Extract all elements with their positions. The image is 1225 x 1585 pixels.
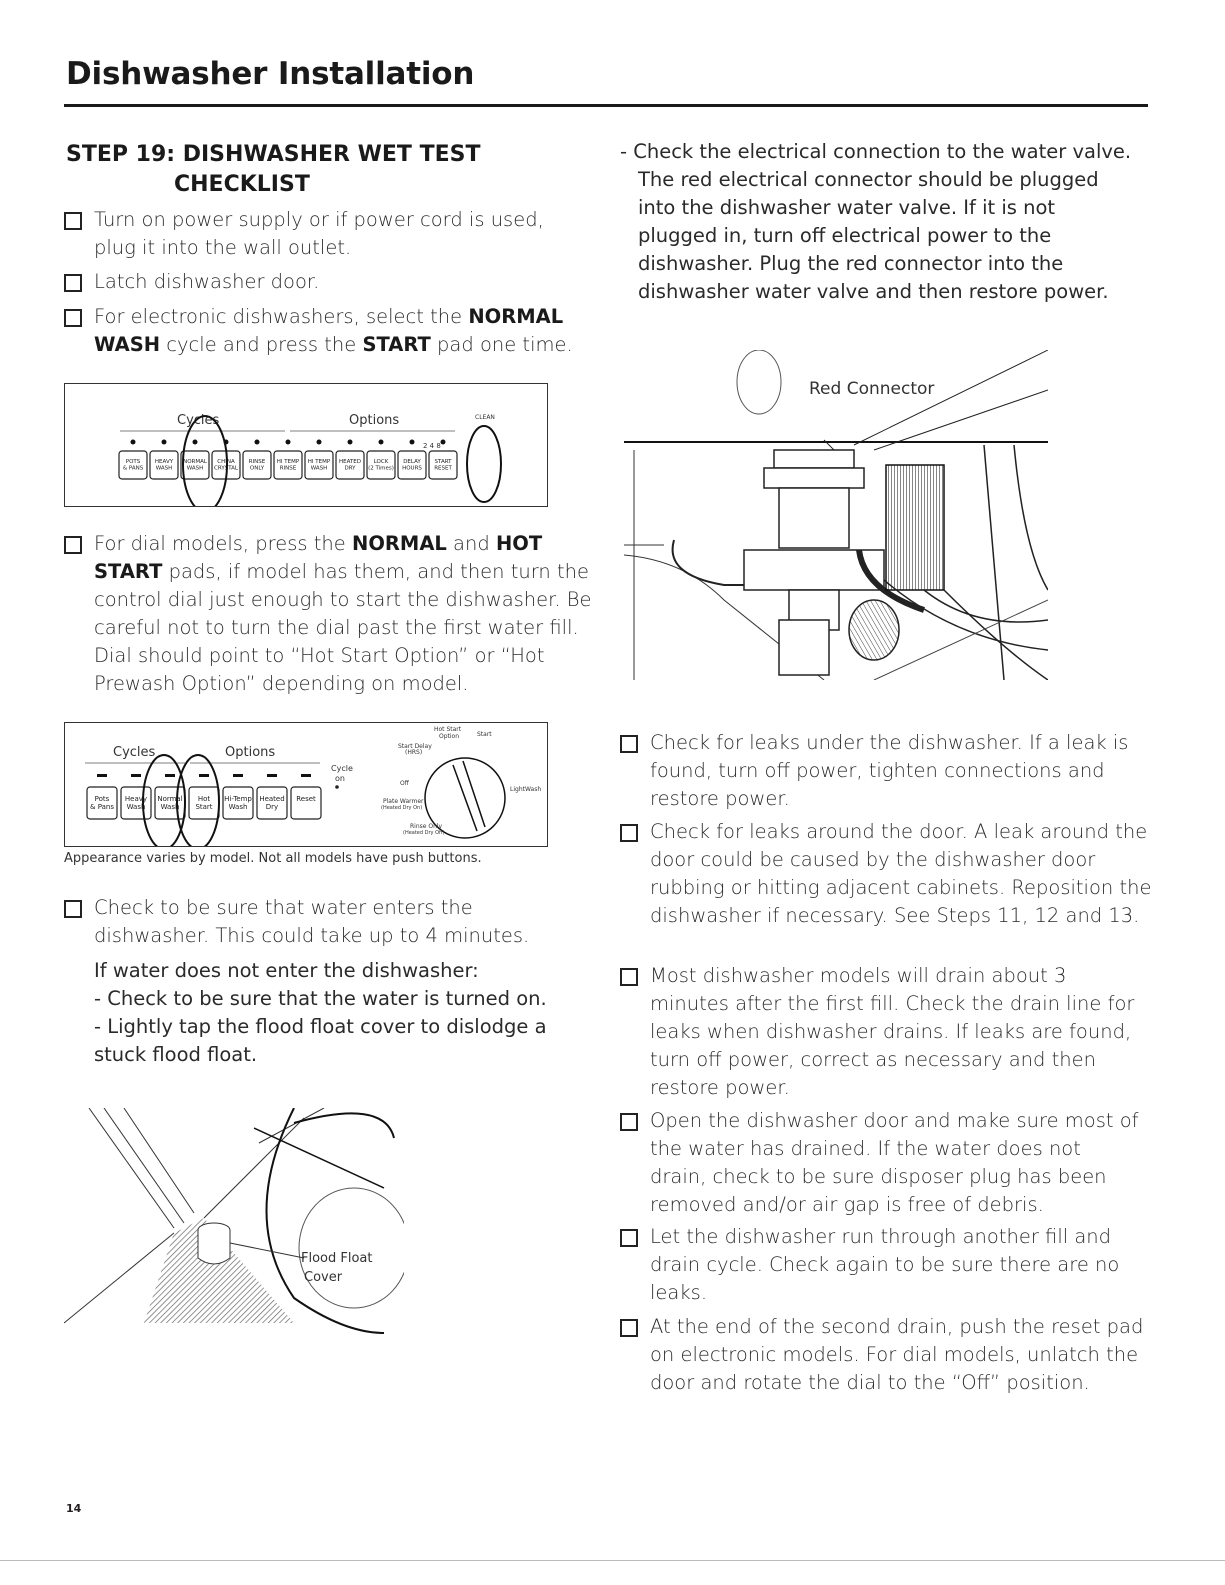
panel2-options-label: Options <box>225 745 276 760</box>
button-label: LOCK <box>373 459 389 465</box>
panel-button[interactable] <box>257 774 287 819</box>
button-label: Hot <box>197 795 211 803</box>
checklist-item-latch: Latch dishwasher door. <box>64 268 574 296</box>
button-label: Dry <box>265 803 279 811</box>
checkbox[interactable] <box>620 1229 638 1247</box>
svg-text:(HRS): (HRS) <box>405 749 423 756</box>
button-label: WASH <box>310 465 328 472</box>
button-label: HEATED <box>338 459 362 465</box>
button-label: Start <box>195 803 213 811</box>
panel-options-label: Options <box>349 413 400 428</box>
step-heading <box>66 140 586 200</box>
indicator-light <box>348 440 353 445</box>
panel-button[interactable] <box>223 774 253 819</box>
checkbox[interactable] <box>64 274 82 292</box>
indicator-light <box>441 440 446 445</box>
panel-button[interactable] <box>243 440 271 480</box>
svg-text:Off: Off <box>400 780 409 787</box>
checkbox[interactable] <box>64 900 82 918</box>
svg-text:Rinse Only: Rinse Only <box>410 823 443 830</box>
indicator-light <box>301 774 311 777</box>
button-label: WASH <box>155 465 173 472</box>
step-heading-line2: CHECKLIST <box>174 172 310 197</box>
title-rule <box>64 104 1148 107</box>
button-label: HEAVY <box>154 459 174 465</box>
dash-check-water-on: - Check to be sure that the water is turned on. <box>94 987 547 1010</box>
button-label: Wash <box>126 803 146 811</box>
button-label: ONLY <box>249 465 265 472</box>
button-label: NORMAL <box>183 459 207 465</box>
svg-text:Option: Option <box>439 733 460 740</box>
panel2-cycles-label: Cycles <box>113 745 156 760</box>
if-water-not-enter: If water does not enter the dishwasher: <box>94 959 479 982</box>
panel-button[interactable] <box>150 440 178 480</box>
start-highlight <box>467 426 501 502</box>
checkbox[interactable] <box>620 735 638 753</box>
panel2-cycle-label: Cycle <box>331 764 353 773</box>
checkbox[interactable] <box>64 309 82 327</box>
dial-control-panel <box>64 722 548 847</box>
indicator-light <box>233 774 243 777</box>
button-label: RINSE <box>279 465 297 472</box>
button-label: START <box>434 459 452 465</box>
panel-button[interactable] <box>87 774 117 819</box>
panel-button[interactable] <box>189 774 219 819</box>
step-heading-line1: STEP 19: DISHWASHER WET TEST <box>66 142 481 167</box>
button-label: HI TEMP <box>307 459 331 465</box>
checkbox[interactable] <box>64 212 82 230</box>
button-label: Heavy <box>124 795 148 803</box>
checklist-item-another-cycle: Let the dishwasher run through another fill and drain cycle. Check again to be sure there are no leaks. <box>620 1223 1140 1307</box>
flood-cover-label: Cover <box>304 1270 343 1285</box>
checklist-item-open-door: Open the dishwasher door and make sure most of the water has drained. If the water does not drain, check to be sure disposer plug has been removed and/or air gap is free of debris. <box>620 1107 1140 1219</box>
control-dial <box>381 726 541 838</box>
panel-button[interactable] <box>274 440 302 480</box>
indicator-light <box>410 440 415 445</box>
indicator-light <box>317 440 322 445</box>
svg-text:Plate Warmer: Plate Warmer <box>383 798 424 805</box>
checklist-item-drain: Most dishwasher models will drain about 3 minutes after the first fill. Check the drain line for leaks when dishwasher drains. If leaks are found, turn off power, correct as necessary and then restore power. <box>620 962 1140 1102</box>
checkbox[interactable] <box>620 1113 638 1131</box>
appearance-caption: Appearance varies by model. Not all models have push buttons. <box>64 851 482 866</box>
button-label: CHINA <box>217 459 235 465</box>
panel-button[interactable] <box>305 440 333 480</box>
page-title: Dishwasher Installation <box>66 56 475 92</box>
panel-clean-label: CLEAN <box>475 414 495 421</box>
button-label: Normal <box>157 795 183 803</box>
page-number: 14 <box>66 1502 82 1515</box>
button-label: Hi-Temp <box>224 795 252 803</box>
checklist-item-electronic: For electronic dishwashers, select the NORMAL WASH cycle and press the START pad one time. <box>64 303 574 359</box>
indicator-light <box>131 774 141 777</box>
button-label: (2 Times) <box>368 465 394 472</box>
panel-button[interactable] <box>155 774 185 819</box>
indicator-light <box>97 774 107 777</box>
button-label: Wash <box>228 803 248 811</box>
panel-button[interactable] <box>398 440 426 480</box>
checkbox[interactable] <box>64 536 82 554</box>
panel-delay-digits: 2 4 8 <box>423 442 441 450</box>
indicator-light <box>199 774 209 777</box>
dial-panel-drawing <box>65 723 547 846</box>
button-label: POTS <box>125 459 141 465</box>
button-label: HI TEMP <box>276 459 300 465</box>
panel2-on-label: on <box>335 774 345 783</box>
checklist-item-leaks-door: Check for leaks around the door. A leak around the door could be caused by the dishwasher door rubbing or hitting adjacent cabinets. Reposition the dishwasher if necessary. See Steps 11, 12 and 13. <box>620 818 1155 930</box>
panel-button[interactable] <box>121 774 151 819</box>
check-electrical-connection: - Check the electrical connection to the water valve. The red electrical connector should be plugged into the dishwasher water valve. If it is not plugged in, turn off electrical power to the dishwasher. Plug the red connector into the dishwasher water valve and then restore power. <box>620 140 1132 303</box>
button-label: Pots <box>94 795 110 803</box>
indicator-light <box>379 440 384 445</box>
button-label: Wash <box>160 803 180 811</box>
bottom-rule <box>0 1560 1225 1561</box>
svg-text:Start Delay: Start Delay <box>398 743 432 750</box>
svg-text:LightWash: LightWash <box>510 786 542 793</box>
indicator-light <box>255 440 260 445</box>
button-label: HOURS <box>402 465 422 472</box>
panel-button[interactable] <box>119 440 147 480</box>
indicator-light <box>267 774 277 777</box>
svg-text:Hot Start: Hot Start <box>434 726 462 733</box>
svg-text:Start: Start <box>477 731 492 738</box>
red-connector-illustration <box>624 350 1048 680</box>
red-connector-label: Red Connector <box>809 379 935 399</box>
indicator-light <box>193 440 198 445</box>
panel-button[interactable] <box>367 440 395 480</box>
checkbox[interactable] <box>620 824 638 842</box>
indicator-light <box>131 440 136 445</box>
electronic-button-row <box>119 440 457 480</box>
button-label: DELAY <box>403 459 421 465</box>
button-label: Heated <box>259 795 285 803</box>
indicator-light <box>165 774 175 777</box>
checkbox[interactable] <box>620 968 638 986</box>
checklist-item-reset: At the end of the second drain, push the reset pad on electronic models. For dial models, unlatch the door and rotate the dial to the “Off” position. <box>620 1313 1155 1397</box>
checklist-item-leaks-under: Check for leaks under the dishwasher. If a leak is found, turn off power, tighten connections and restore power. <box>620 729 1150 813</box>
checkbox[interactable] <box>620 1319 638 1337</box>
button-label: & Pans <box>90 803 114 811</box>
flood-float-illustration <box>64 1108 404 1338</box>
panel-button[interactable] <box>336 440 364 480</box>
checklist-item-dial: For dial models, press the NORMAL and HOT START pads, if model has them, and then turn the control dial just enough to start the dishwasher. Be careful not to turn the dial past the first water fill. Dial should point to “Hot Start Option” or “Hot Prewash Option” depending on model. <box>64 530 604 698</box>
button-label: DRY <box>344 465 356 472</box>
dash-tap-flood-float: - Lightly tap the flood float cover to dislodge a stuck flood float. <box>94 1015 547 1066</box>
electronic-control-panel <box>64 383 548 507</box>
button-label: Reset <box>296 795 316 803</box>
flood-float-label: Flood Float <box>301 1251 373 1266</box>
dial-button-row <box>87 774 321 819</box>
checklist-item-power: Turn on power supply or if power cord is used, plug it into the wall outlet. <box>64 206 574 262</box>
electronic-panel-drawing <box>65 384 547 506</box>
svg-text:(Heated Dry On): (Heated Dry On) <box>381 805 423 811</box>
button-label: WASH <box>186 465 204 472</box>
button-label: CRYSTAL <box>214 465 238 472</box>
panel-button[interactable] <box>291 774 321 819</box>
checklist-item-water-enters: Check to be sure that water enters the dishwasher. This could take up to 4 minutes. <box>64 894 574 950</box>
button-label: RINSE <box>248 459 266 465</box>
button-label: & PANS <box>122 465 144 472</box>
svg-text:(Heated Dry Off): (Heated Dry Off) <box>403 830 445 836</box>
indicator-light <box>286 440 291 445</box>
panel-cycles-label: Cycles <box>177 413 220 428</box>
button-label: RESET <box>434 465 452 472</box>
indicator-light <box>162 440 167 445</box>
